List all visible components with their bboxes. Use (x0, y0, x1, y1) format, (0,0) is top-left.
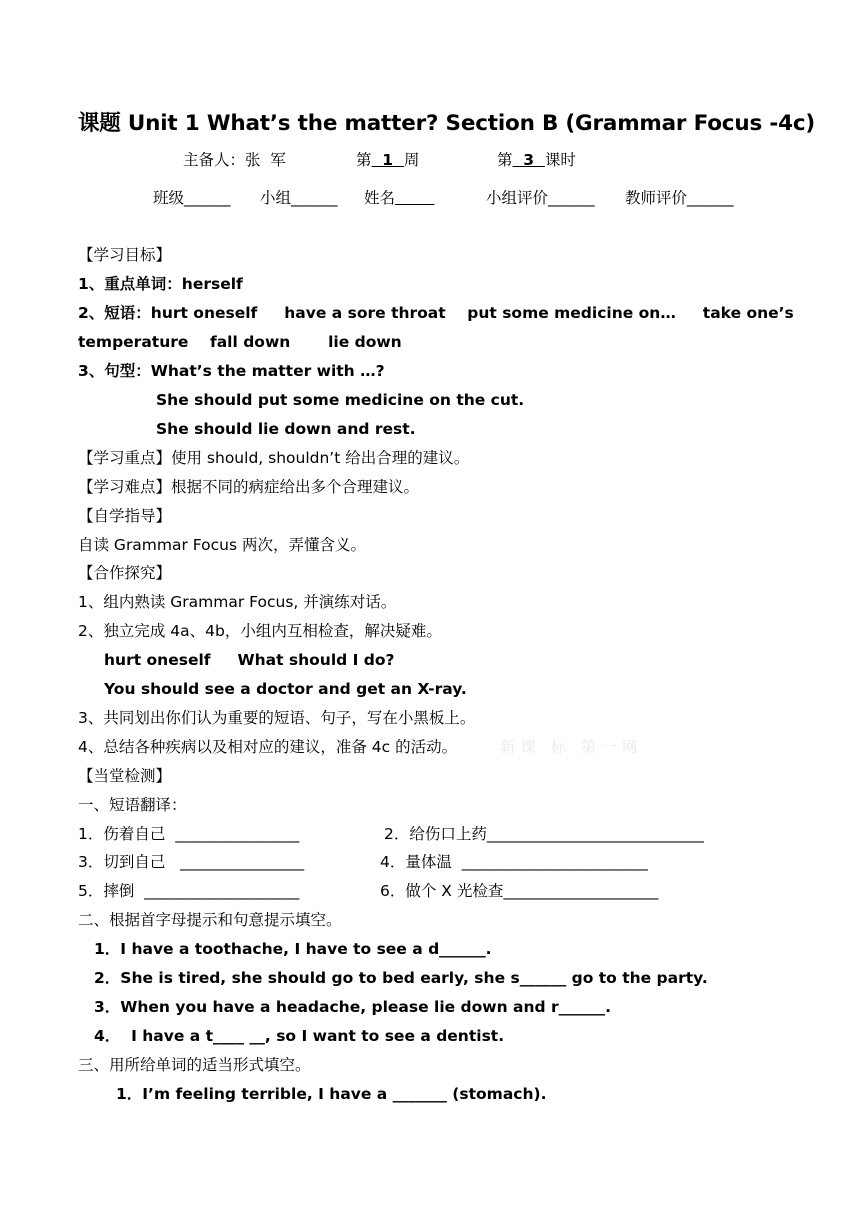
form-item-1: 1．I’m feeling terrible, I have a _______ (stomach). (116, 1085, 547, 1103)
preparer-label: 主备人：张 军 (183, 151, 286, 169)
section-3-heading: 三、用所给单词的适当形式填空。 (78, 1056, 311, 1074)
week-field (356, 150, 419, 170)
objectives-heading: 【学习目标】 (78, 246, 172, 264)
section-1-heading: 一、短语翻译： (78, 796, 187, 814)
lesson-field (497, 150, 576, 170)
coop-item-2: 2、独立完成 4a、4b，小组内互相检查，解决疑难。 (78, 622, 442, 640)
page-title: 课题 Unit 1 What’s the matter? Section B (Grammar Focus -4c) (78, 111, 815, 136)
fill-item-1: 1．I have a toothache, I have to see a d______. (94, 940, 492, 958)
fill-item-2: 2．She is tired, she should go to bed early, she s______ go to the party. (94, 969, 708, 987)
translate-item-1: 1．伤着自己 ________________ (78, 825, 300, 843)
translate-item-3: 3．切到自己 ________________ (78, 853, 305, 871)
coop-heading: 【合作探究】 (78, 564, 172, 582)
difficulty: 【学习难点】根据不同的病症给出多个合理建议。 (78, 478, 420, 496)
translate-item-4: 4．量体温 ________________________ (380, 853, 648, 871)
class-field: 班级______ (153, 189, 231, 207)
section-2-heading: 二、根据首字母提示和句意提示填空。 (78, 911, 342, 929)
test-heading: 【当堂检测】 (78, 767, 172, 785)
translate-item-6: 6．做个 X 光检查____________________ (380, 882, 659, 900)
week-prefix: 第 (356, 151, 372, 169)
coop-item-1: 1、组内熟读 Grammar Focus, 并演练对话。 (78, 593, 397, 611)
fill-item-3: 3．When you have a headache, please lie down and r______. (94, 998, 612, 1016)
week-number: 1 (371, 151, 404, 169)
objective-2-cont: temperature fall down lie down (78, 333, 402, 351)
coop-item-2-phrase: hurt oneself What should I do? (104, 651, 395, 669)
translate-item-5: 5．摔倒 ____________________ (78, 882, 300, 900)
group-field: 小组______ (260, 189, 338, 207)
name-label: 姓名 (364, 189, 396, 207)
key-point: 【学习重点】使用 should, shouldn’t 给出合理的建议。 (78, 449, 470, 467)
fill-item-4: 4． I have a t____ __, so I want to see a dentist. (94, 1027, 505, 1045)
week-suffix: 周 (403, 151, 420, 169)
coop-item-4: 4、总结各种疾病以及相对应的建议，准备 4c 的活动。 (78, 738, 458, 756)
objective-1: 1、重点单词：herself (78, 275, 243, 293)
name-blank (395, 189, 434, 207)
objective-3-sentence-a: She should put some medicine on the cut. (156, 391, 525, 409)
group-eval-field: 小组评价______ (486, 189, 595, 207)
coop-item-3: 3、共同划出你们认为重要的短语、句子，写在小黑板上。 (78, 709, 476, 727)
objective-2: 2、短语：hurt oneself have a sore throat put some medicine on… take one’s (78, 304, 794, 322)
translate-item-2: 2．给伤口上药____________________________ (384, 825, 704, 843)
lesson-number: 3 (512, 151, 545, 169)
self-study-text: 自读 Grammar Focus 两次，弄懂含义。 (78, 536, 366, 554)
objective-3-sentence-b: She should lie down and rest. (156, 420, 416, 438)
lesson-prefix: 第 (497, 151, 513, 169)
coop-item-2-sentence: You should see a doctor and get an X-ray. (104, 680, 467, 698)
teacher-eval-field: 教师评价______ (625, 189, 734, 207)
self-study-heading: 【自学指导】 (78, 507, 172, 525)
name-field (364, 188, 434, 208)
objective-3: 3、句型：What’s the matter with …? (78, 362, 385, 380)
watermark-text: 新 课 标 第 一 网 (500, 738, 638, 756)
lesson-suffix: 课时 (544, 151, 576, 169)
